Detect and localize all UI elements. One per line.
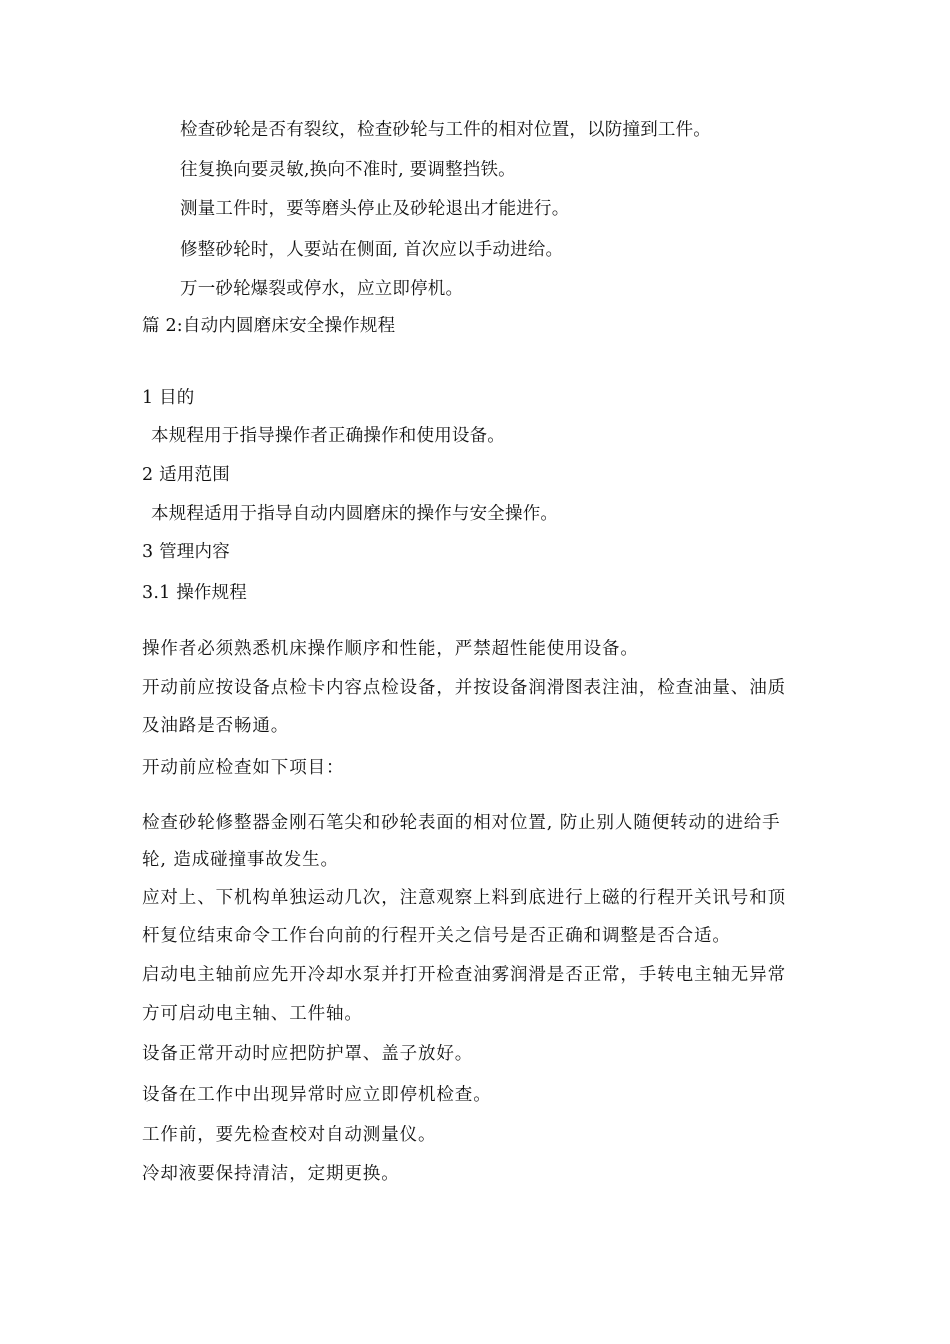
body-line-12: 设备在工作中出现异常时应立即停机检查。	[142, 1085, 492, 1105]
article-title: 篇 2:自动内圆磨床安全操作规程	[142, 316, 396, 336]
scope-text: 本规程适用于指导自动内圆磨床的操作与安全操作。	[151, 504, 559, 524]
body-line-2: 开动前应按设备点检卡内容点检设备，并按设备润滑图表注油，检查油量、油质	[142, 678, 786, 698]
body-line-1: 操作者必须熟悉机床操作顺序和性能，严禁超性能使用设备。	[142, 639, 639, 659]
body-line-7: 应对上、下机构单独运动几次，注意观察上料到底进行上磁的行程开关讯号和顶	[142, 888, 786, 908]
intro-item-3: 测量工件时，要等磨头停止及砂轮退出才能进行。	[180, 199, 570, 219]
purpose-heading: 1 目的	[142, 388, 195, 408]
body-line-4: 开动前应检查如下项目：	[142, 758, 345, 778]
body-line-6: 轮, 造成碰撞事故发生。	[142, 850, 339, 870]
body-line-9: 启动电主轴前应先开冷却水泵并打开检查油雾润滑是否正常，手转电主轴无异常	[142, 965, 786, 985]
body-line-8: 杆复位结束命令工作台向前的行程开关之信号是否正确和调整是否合适。	[142, 926, 731, 946]
intro-item-4: 修整砂轮时，人要站在侧面, 首次应以手动进给。	[180, 240, 564, 260]
body-line-3: 及油路是否畅通。	[142, 716, 290, 736]
purpose-text: 本规程用于指导操作者正确操作和使用设备。	[151, 426, 505, 446]
intro-item-2: 往复换向要灵敏,换向不准时, 要调整挡铁。	[180, 160, 516, 180]
body-line-11: 设备正常开动时应把防护罩、盖子放好。	[142, 1044, 474, 1064]
operation-heading: 3.1 操作规程	[142, 583, 247, 603]
body-line-5: 检查砂轮修整器金刚石笔尖和砂轮表面的相对位置, 防止别人随便转动的进给手	[142, 813, 781, 833]
body-line-14: 冷却液要保持清洁，定期更换。	[142, 1164, 400, 1184]
body-line-13: 工作前，要先检查校对自动测量仪。	[142, 1125, 437, 1145]
intro-item-1: 检查砂轮是否有裂纹，检查砂轮与工件的相对位置，以防撞到工件。	[180, 120, 711, 140]
scope-heading: 2 适用范围	[142, 465, 230, 485]
body-line-10: 方可启动电主轴、工件轴。	[142, 1004, 363, 1024]
intro-item-5: 万一砂轮爆裂或停水，应立即停机。	[180, 279, 464, 299]
management-heading: 3 管理内容	[142, 542, 230, 562]
